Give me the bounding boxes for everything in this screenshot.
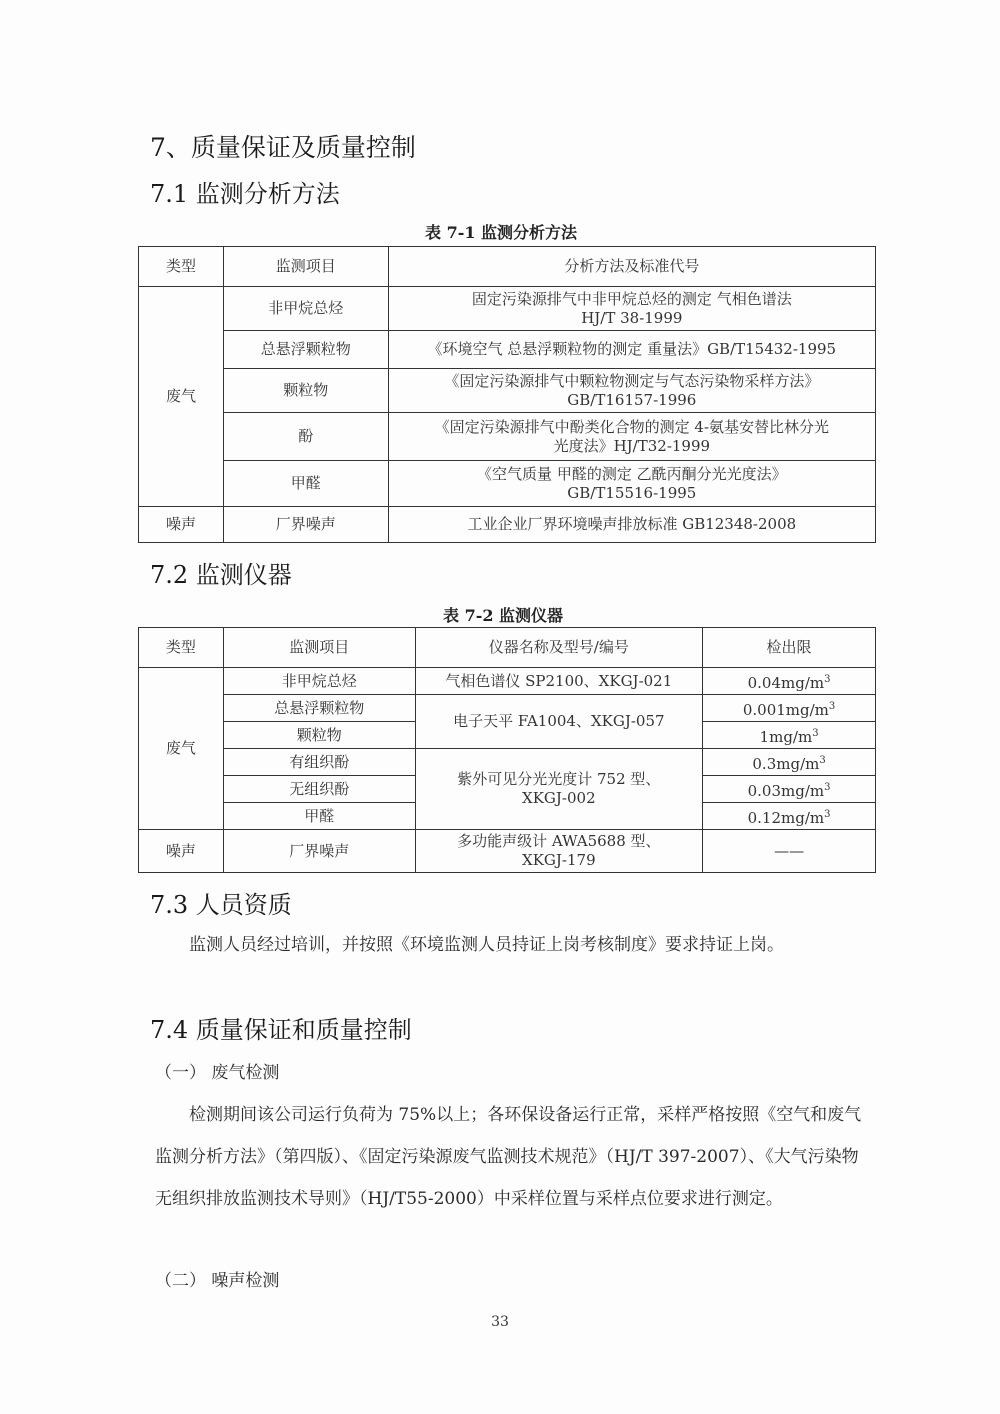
item-cell: 总悬浮颗粒物 xyxy=(223,695,415,722)
section-heading-7-2: 7.2 监测仪器 xyxy=(150,561,292,589)
item-cell: 无组织酚 xyxy=(223,776,415,803)
section-heading-7-3: 7.3 人员资质 xyxy=(150,891,292,919)
section-heading-7-4: 7.4 质量保证和质量控制 xyxy=(150,1016,412,1044)
method-cell: 《固定污染源排气中酚类化合物的测定 4-氨基安替比林分光 光度法》HJ/T32-1999 xyxy=(388,413,875,461)
type-cell: 废气 xyxy=(139,287,224,507)
instrument-cell: 紫外可见分光光度计 752 型、 XKGJ-002 xyxy=(415,749,703,830)
instrument-cell: 气相色谱仪 SP2100、XKGJ-021 xyxy=(415,668,703,695)
table-row xyxy=(139,287,876,331)
method-cell: 《空气质量 甲醛的测定 乙酰丙酮分光光度法》 GB/T15516-1995 xyxy=(388,461,875,507)
type-cell: 噪声 xyxy=(139,830,224,873)
item-cell: 有组织酚 xyxy=(223,749,415,776)
item-cell: 厂界噪声 xyxy=(223,507,388,543)
method-cell: 工业企业厂界环境噪声排放标准 GB12348-2008 xyxy=(388,507,875,543)
item-cell: 非甲烷总烃 xyxy=(223,287,388,331)
item-cell: 甲醛 xyxy=(223,803,415,830)
table-row xyxy=(139,331,876,369)
item-cell: 厂界噪声 xyxy=(223,830,415,873)
page-number: 33 xyxy=(491,1314,509,1330)
table-row xyxy=(139,461,876,507)
table-row xyxy=(139,749,876,776)
method-cell: 《固定污染源排气中颗粒物测定与气态污染物采样方法》 GB/T16157-1996 xyxy=(388,369,875,413)
limit-cell: $0.3mg/m^3$ xyxy=(703,749,876,776)
subheading-exhaust: （一） 废气检测 xyxy=(155,1063,280,1083)
item-cell: 总悬浮颗粒物 xyxy=(223,331,388,369)
table-row xyxy=(139,668,876,695)
table-7-1-caption: 表 7-1 监测分析方法 xyxy=(425,223,578,242)
method-cell: 《环境空气 总悬浮颗粒物的测定 重量法》GB/T15432-1995 xyxy=(388,331,875,369)
table-row xyxy=(139,507,876,543)
method-cell: 固定污染源排气中非甲烷总烃的测定 气相色谱法 HJ/T 38-1999 xyxy=(388,287,875,331)
table-row xyxy=(139,369,876,413)
instrument-cell: 多功能声级计 AWA5688 型、 XKGJ-179 xyxy=(415,830,703,873)
table-header-cell: 类型 xyxy=(139,247,224,287)
limit-cell: $0.001mg/m^3$ xyxy=(703,695,876,722)
limit-cell: $0.03mg/m^3$ xyxy=(703,776,876,803)
paragraph-7-4: 检测期间该公司运行负荷为 75%以上；各环保设备运行正常，采样严格按照《空气和废气监测分析方法》（第四版）、《固定污染源废气监测技术规范》（HJ/T 397-2007）、《大气污染物无组织排放监测技术导则》（HJ/T55-2000）中采样位置与采样点位要求进行测定。 xyxy=(155,1105,862,1209)
table-header-cell: 监测项目 xyxy=(223,247,388,287)
limit-cell: $0.12mg/m^3$ xyxy=(703,803,876,830)
table-header-cell: 监测项目 xyxy=(223,628,415,668)
limit-cell: $1mg/m^3$ xyxy=(703,722,876,749)
table-row xyxy=(139,830,876,873)
table-7-2-caption: 表 7-2 监测仪器 xyxy=(443,606,564,625)
type-cell: 噪声 xyxy=(139,507,224,543)
table-row xyxy=(139,413,876,461)
subheading-noise: （二） 噪声检测 xyxy=(155,1271,280,1291)
section-heading-7-1: 7.1 监测分析方法 xyxy=(150,180,340,208)
table-header-cell: 分析方法及标准代号 xyxy=(388,247,875,287)
table-header-cell: 类型 xyxy=(139,628,224,668)
limit-cell: $0.04mg/m^3$ xyxy=(703,668,876,695)
item-cell: 甲醛 xyxy=(223,461,388,507)
type-cell: 废气 xyxy=(139,668,224,830)
item-cell: 非甲烷总烃 xyxy=(223,668,415,695)
item-cell: 颗粒物 xyxy=(223,369,388,413)
item-cell: 颗粒物 xyxy=(223,722,415,749)
table-7-2 xyxy=(138,627,876,873)
table-7-1 xyxy=(138,246,876,543)
limit-cell: —— xyxy=(703,830,876,873)
instrument-cell: 电子天平 FA1004、XKGJ-057 xyxy=(415,695,703,749)
table-header-cell: 检出限 xyxy=(703,628,876,668)
table-header-cell: 仪器名称及型号/编号 xyxy=(415,628,703,668)
section-heading-7: 7、质量保证及质量控制 xyxy=(150,133,416,162)
item-cell: 酚 xyxy=(223,413,388,461)
paragraph-7-3: 监测人员经过培训，并按照《环境监测人员持证上岗考核制度》要求持证上岗。 xyxy=(189,935,784,955)
table-row xyxy=(139,695,876,722)
